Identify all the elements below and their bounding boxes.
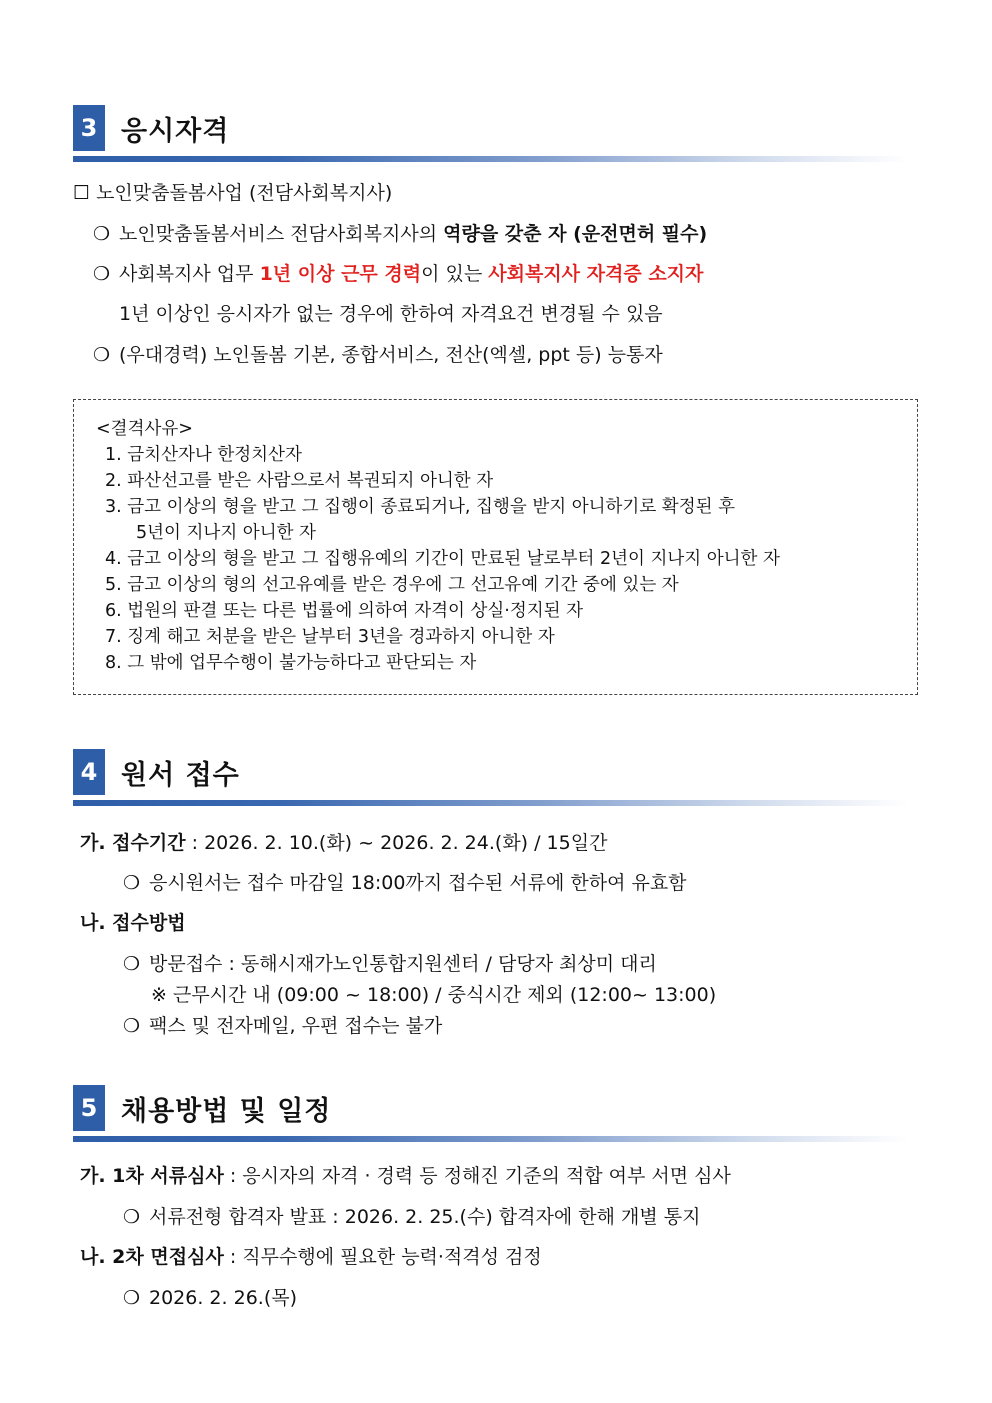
section-number: 3 xyxy=(73,105,105,151)
circle-bullet-icon: ❍ xyxy=(123,1287,141,1309)
circle-bullet-icon: ❍ xyxy=(123,953,141,975)
sub-item: 가. 접수기간 : 2026. 2. 10.(화) ~ 2026. 2. 24.(화) / 15일간 xyxy=(80,832,608,854)
list-item-continuation: 5년이 지나지 아니한 자 xyxy=(136,523,316,543)
circle-bullet-icon: ❍ xyxy=(123,1206,141,1228)
section-5-header xyxy=(73,1085,908,1142)
list-item: ❍ (우대경력) 노인돌봄 기본, 종합서비스, 전산(엑셀, ppt 등) 능통자 xyxy=(93,344,663,366)
section-number: 4 xyxy=(73,749,105,795)
list-item: ❍ 응시원서는 접수 마감일 18:00까지 접수된 서류에 한하여 유효함 xyxy=(123,872,687,894)
list-item: 3. 금고 이상의 형을 받고 그 집행이 종료되거나, 집행을 받지 아니하기로 확정된 후 xyxy=(105,497,735,517)
section-number: 5 xyxy=(73,1085,105,1131)
section-divider xyxy=(73,800,908,806)
section-divider xyxy=(73,1136,908,1142)
list-item: 2. 파산선고를 받은 사람으로서 복권되지 아니한 자 xyxy=(105,471,494,491)
list-item: 1. 금치산자나 한정치산자 xyxy=(105,445,302,465)
circle-bullet-icon: ❍ xyxy=(93,223,111,245)
note-text: ※ 근무시간 내 (09:00 ~ 18:00) / 중식시간 제외 (12:00~ 13:00) xyxy=(151,984,717,1006)
list-item: ❍ 서류전형 합격자 발표 : 2026. 2. 25.(수) 합격자에 한해 개별 통지 xyxy=(123,1206,701,1228)
list-item: ❍ 방문접수 : 동해시재가노인통합지원센터 / 담당자 최상미 대리 xyxy=(123,953,657,975)
list-item: 4. 금고 이상의 형을 받고 그 집행유예의 기간이 만료된 날로부터 2년이 지나지 아니한 자 xyxy=(105,549,780,569)
section-title: 응시자격 xyxy=(121,115,230,147)
section-divider xyxy=(73,156,908,162)
list-item: ❍ 2026. 2. 26.(목) xyxy=(123,1287,297,1309)
list-item: 8. 그 밖에 업무수행이 불가능하다고 판단되는 자 xyxy=(105,653,477,673)
section-4-header xyxy=(73,749,908,806)
list-item: 5. 금고 이상의 형의 선고유예를 받은 경우에 그 선고유예 기간 중에 있는 자 xyxy=(105,575,679,595)
box-title: <결격사유> xyxy=(96,419,193,439)
list-item: 6. 법원의 판결 또는 다른 법률에 의하여 자격이 상실·정지된 자 xyxy=(105,601,584,621)
circle-bullet-icon: ❍ xyxy=(93,263,111,285)
note-text: 1년 이상인 응시자가 없는 경우에 한하여 자격요건 변경될 수 있음 xyxy=(119,303,663,325)
section-3-header xyxy=(73,105,908,162)
section-title: 원서 접수 xyxy=(121,759,240,791)
list-item: ❍ 사회복지사 업무 1년 이상 근무 경력이 있는 사회복지사 자격증 소지자 xyxy=(93,263,704,285)
list-item: ❍ 노인맞춤돌봄서비스 전담사회복지사의 역량을 갖춘 자 (운전면허 필수) xyxy=(93,223,708,245)
sub-item: 나. 접수방법 xyxy=(80,912,186,934)
circle-bullet-icon: ❍ xyxy=(123,1015,141,1037)
main-item: ☐ 노인맞춤돌봄사업 (전담사회복지사) xyxy=(73,182,393,204)
disqualification-box xyxy=(73,399,918,695)
sub-item: 가. 1차 서류심사 : 응시자의 자격 · 경력 등 정해진 기준의 적합 여부 서면 심사 xyxy=(80,1165,731,1187)
sub-item: 나. 2차 면접심사 : 직무수행에 필요한 능력·적격성 검정 xyxy=(80,1246,542,1268)
circle-bullet-icon: ❍ xyxy=(93,344,111,366)
section-title: 채용방법 및 일정 xyxy=(121,1095,332,1127)
list-item: 7. 징계 해고 처분을 받은 날부터 3년을 경과하지 아니한 자 xyxy=(105,627,555,647)
list-item: ❍ 팩스 및 전자메일, 우편 접수는 불가 xyxy=(123,1015,443,1037)
circle-bullet-icon: ❍ xyxy=(123,872,141,894)
